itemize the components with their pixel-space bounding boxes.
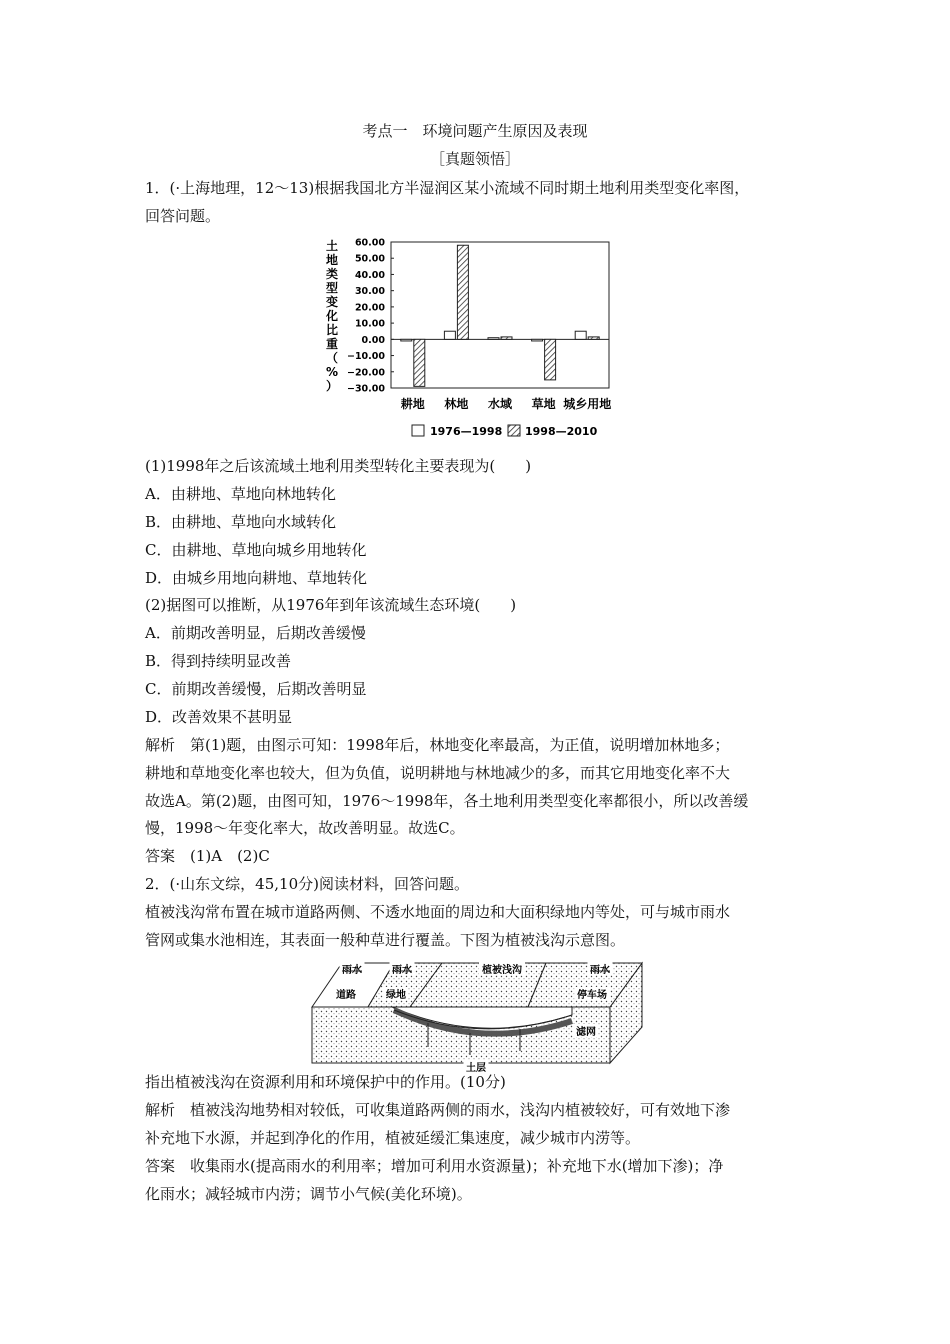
chart-category-label: 城乡用地 bbox=[563, 397, 612, 411]
road-label: 道路 bbox=[336, 990, 356, 1001]
q1-sub2-option-d: D．改善效果不甚明显 bbox=[145, 708, 293, 726]
chart-category-label: 草地 bbox=[531, 397, 556, 411]
swale-label: 植被浅沟 bbox=[482, 965, 522, 976]
chart-ytick-label: 60.00 bbox=[354, 237, 385, 249]
green-area-label: 绿地 bbox=[386, 990, 406, 1001]
chart-ylabel-char: 地 bbox=[325, 253, 339, 267]
q1-stem-line2: 回答问题。 bbox=[145, 207, 221, 225]
q1-analysis-line4: 慢，1998～年变化率大，故改善明显。故选C。 bbox=[145, 819, 465, 837]
chart-ytick-label: −20.00 bbox=[346, 367, 385, 379]
chart-ylabel-char: ） bbox=[325, 379, 339, 393]
filter-net-label: 滤网 bbox=[576, 1027, 596, 1038]
q2-stem: 2．(·山东文综，45,10分)阅读材料，回答问题。 bbox=[145, 875, 469, 893]
chart-bar bbox=[532, 339, 543, 341]
chart-ylabel-char: （ bbox=[325, 351, 339, 365]
q1-sub1-option-b: B．由耕地、草地向水域转化 bbox=[145, 513, 337, 531]
chart-ytick-label: −10.00 bbox=[346, 351, 385, 363]
chart-category-label: 耕地 bbox=[400, 397, 425, 411]
legend-swatch-1998-2010 bbox=[508, 425, 520, 436]
legend-swatch-1976-1998 bbox=[412, 425, 424, 436]
chart-ytick-label: 30.00 bbox=[354, 286, 385, 298]
chart-ytick-label: 10.00 bbox=[354, 318, 385, 330]
chart-ylabel-char: 型 bbox=[325, 281, 339, 295]
q1-analysis-line3: 故选A。第(2)题，由图可知，1976～1998年，各土地利用类型变化率都很小，所以改善缓 bbox=[145, 792, 749, 810]
chart-ytick-label: 0.00 bbox=[361, 334, 385, 346]
chart-ytick-label: 40.00 bbox=[354, 269, 385, 281]
q2-question: 指出植被浅沟在资源利用和环境保护中的作用。(10分) bbox=[145, 1073, 506, 1091]
chart-bar bbox=[401, 339, 412, 341]
rain-label-road: 雨水 bbox=[342, 965, 362, 976]
parking-label: 停车场 bbox=[577, 990, 607, 1001]
q2-material-line1: 植被浅沟常布置在城市道路两侧、不透水地面的周边和大面积绿地内等处，可与城市雨水 bbox=[145, 903, 731, 921]
page-title: 考点一 环境问题产生原因及表现 bbox=[362, 122, 588, 140]
chart-ylabel-char: 比 bbox=[325, 323, 339, 337]
chart-bar bbox=[457, 245, 468, 339]
chart-ytick-label: 50.00 bbox=[354, 253, 385, 265]
chart-category-label: 水域 bbox=[487, 397, 513, 411]
q1-analysis-line1: 解析 第(1)题，由图示可知：1998年后，林地变化率最高，为正值，说明增加林地多； bbox=[145, 736, 730, 754]
chart-ytick-label: 20.00 bbox=[354, 302, 385, 314]
legend-label-1998-2010: 1998—2010 bbox=[525, 425, 598, 438]
chart-bar bbox=[588, 337, 599, 339]
chart-bar bbox=[414, 339, 425, 386]
chart-ylabel-char: 化 bbox=[325, 309, 339, 323]
q2-answer-line2: 化雨水；减轻城市内涝；调节小气候(美化环境)。 bbox=[145, 1185, 472, 1203]
q1-sub2-option-a: A．前期改善明显，后期改善缓慢 bbox=[145, 624, 366, 642]
q1-stem-line1: 1．(·上海地理，12～13)根据我国北方半湿润区某小流域不同时期土地利用类型变化率图， bbox=[145, 179, 750, 197]
vegetated-swale-diagram bbox=[310, 955, 645, 1074]
chart-ylabel-char: 变 bbox=[325, 295, 339, 309]
chart-bar bbox=[488, 338, 499, 340]
q2-analysis-line1: 解析 植被浅沟地势相对较低，可收集道路两侧的雨水，浅沟内植被较好，可有效地下渗 bbox=[145, 1101, 731, 1119]
q1-answer: 答案 (1)A (2)C bbox=[145, 847, 270, 865]
q1-sub1-option-c: C．由耕地、草地向城乡用地转化 bbox=[145, 541, 367, 559]
q1-sub1-option-d: D．由城乡用地向耕地、草地转化 bbox=[145, 569, 368, 587]
rain-label-parking: 雨水 bbox=[590, 965, 610, 976]
land-use-change-chart bbox=[320, 236, 630, 441]
chart-bar bbox=[444, 331, 455, 339]
q1-sub2: (2)据图可以推断，从1976年到年该流域生态环境( ) bbox=[145, 596, 517, 614]
q1-sub1-option-a: A．由耕地、草地向林地转化 bbox=[145, 485, 336, 503]
chart-ylabel-char: 类 bbox=[325, 267, 339, 281]
chart-bar bbox=[501, 337, 512, 339]
chart-ylabel bbox=[325, 238, 338, 393]
chart-ylabel-char: 重 bbox=[325, 337, 339, 351]
section-subheading: ［真题领悟］ bbox=[429, 150, 520, 168]
chart-ylabel-char: % bbox=[325, 365, 339, 379]
chart-bar bbox=[545, 339, 556, 380]
chart-ylabel-char: 土 bbox=[325, 239, 339, 253]
chart-category-label: 林地 bbox=[444, 397, 469, 411]
chart-bar bbox=[575, 331, 586, 339]
legend-label-1976-1998: 1976—1998 bbox=[430, 425, 503, 438]
q1-analysis-line2: 耕地和草地变化率也较大，但为负值，说明耕地与林地减少的多，而其它用地变化率不大 bbox=[145, 764, 731, 782]
rain-label-green: 雨水 bbox=[392, 965, 412, 976]
chart-ytick-label: −30.00 bbox=[346, 383, 385, 395]
chart-legend bbox=[412, 425, 598, 438]
q2-analysis-line2: 补充地下水源，并起到净化的作用，植被延缓汇集速度，减少城市内涝等。 bbox=[145, 1129, 641, 1147]
q2-answer-line1: 答案 收集雨水(提高雨水的利用率；增加可利用水资源量)；补充地下水(增加下渗)；净 bbox=[145, 1157, 724, 1175]
q1-sub2-option-c: C．前期改善缓慢，后期改善明显 bbox=[145, 680, 367, 698]
q1-sub2-option-b: B．得到持续明显改善 bbox=[145, 652, 292, 670]
q2-material-line2: 管网或集水池相连，其表面一般种草进行覆盖。下图为植被浅沟示意图。 bbox=[145, 931, 626, 949]
q1-sub1: (1)1998年之后该流域土地利用类型转化主要表现为( ) bbox=[145, 457, 532, 475]
soil-layer-label: 土层 bbox=[466, 1063, 486, 1074]
